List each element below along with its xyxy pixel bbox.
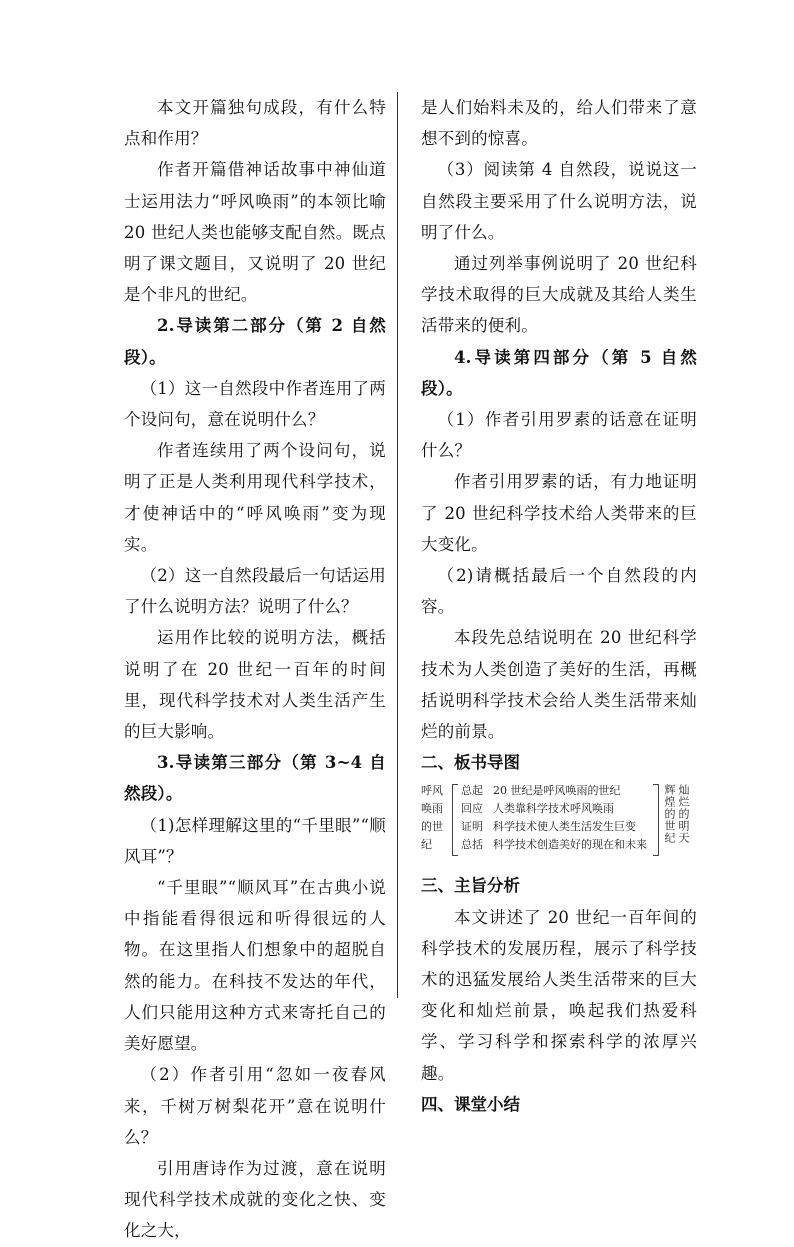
left-column xyxy=(124,92,386,1247)
column-divider xyxy=(397,92,398,998)
board-labels xyxy=(461,782,489,854)
answer-paragraph: 作者开篇借神话故事中神仙道士运用法力“呼风唤雨”的本领比喻 20 世纪人类也能够支配自然。既点明了课文题目，又说明了 20 世纪是个非凡的世纪。 xyxy=(124,160,386,305)
left-brace xyxy=(452,784,458,856)
board-label: 总括 xyxy=(461,838,483,852)
board-vertical-text: 辉煌的世纪 xyxy=(663,784,676,845)
right-brace xyxy=(653,784,659,856)
board-label: 证明 xyxy=(461,820,483,834)
question-paragraph: （1)怎样理解这里的“千里眼”“顺风耳”？ xyxy=(124,815,386,866)
board-label: 回应 xyxy=(461,802,483,816)
question-paragraph: （2）这一自然段最后一句话运用了什么说明方法？说明了什么？ xyxy=(124,566,386,617)
board-diagram xyxy=(421,782,697,864)
board-content: 科学技术使人类生活发生巨变 xyxy=(493,820,636,834)
board-section-title: 二、板书导图 xyxy=(421,753,520,773)
question-paragraph: （2）作者引用“忽如一夜春风来，千树万树梨花开”意在说明什么？ xyxy=(124,1065,386,1147)
board-title-line: 纪 xyxy=(421,838,432,852)
board-title-line: 唤雨 xyxy=(421,802,443,816)
board-vertical-text: 灿烂的明天 xyxy=(677,784,690,845)
answer-paragraph: 作者连续用了两个设问句，说明了正是人类利用现代科学技术，才使神话中的“呼风唤雨”变为现实。 xyxy=(124,441,386,554)
question-paragraph: （2)请概括最后一个自然段的内容。 xyxy=(421,566,697,617)
board-title-line: 的世 xyxy=(421,820,443,834)
board-content: 人类靠科学技术呼风唤雨 xyxy=(493,802,614,816)
section-heading: 4.导读第四部分（第 5 自然段）。 xyxy=(421,347,697,398)
answer-paragraph: 通过列举事例说明了 20 世纪科学技术取得的巨大成就及其给人类生活带来的便利。 xyxy=(421,254,697,336)
section-heading: 3.导读第三部分（第 3~4 自然段）。 xyxy=(124,753,386,804)
board-title-line: 呼风 xyxy=(421,784,443,798)
answer-paragraph: 是人们始料未及的，给人们带来了意想不到的惊喜。 xyxy=(421,98,697,149)
answer-paragraph: 本段先总结说明在 20 世纪科学技术为人类创造了美好的生活，再概括说明科学技术会给人类生活带来灿烂的前景。 xyxy=(421,628,697,742)
section-heading: 2.导读第二部分（第 2 自然段）。 xyxy=(124,316,386,367)
board-title xyxy=(421,782,451,854)
theme-section-title: 三、主旨分析 xyxy=(421,876,520,896)
board-content: 科学技术创造美好的现在和未来 xyxy=(493,838,647,852)
answer-paragraph: 运用作比较的说明方法，概括说明了在 20 世纪一百年的时间里，现代科学技术对人类生活产生的巨大影响。 xyxy=(124,628,386,742)
summary-section-title: 四、课堂小结 xyxy=(421,1094,520,1114)
board-label: 总起 xyxy=(461,784,483,798)
board-contents xyxy=(493,782,663,854)
question-paragraph: 本文开篇独句成段，有什么特点和作用？ xyxy=(124,98,386,149)
answer-paragraph: 作者引用罗素的话，有力地证明了 20 世纪科学技术给人类带来的巨大变化。 xyxy=(421,472,697,554)
question-paragraph: （1）这一自然段中作者连用了两个设问句，意在说明什么？ xyxy=(124,378,386,430)
right-column xyxy=(421,92,697,1120)
question-paragraph: （3）阅读第 4 自然段，说说这一自然段主要采用了什么说明方法，说明了什么。 xyxy=(421,160,697,242)
answer-paragraph: 引用唐诗作为过渡，意在说明现代科学技术成就的变化之快、变化之大， xyxy=(124,1158,386,1241)
theme-paragraph: 本文讲述了 20 世纪一百年间的科学技术的发展历程，展示了科学技术的迅猛发展给人类生活带来的巨大变化和灿烂前景，唤起我们热爱科学、学习科学和探索科学的浓厚兴趣。 xyxy=(421,907,697,1083)
question-paragraph: （1）作者引用罗素的话意在证明什么？ xyxy=(421,410,697,461)
answer-paragraph: “千里眼”“顺风耳”在古典小说中指能看得很远和听得很远的人物。在这里指人们想象中的超脱自然的能力。在科技不发达的年代，人们只能用这种方式来寄托自己的美好愿望。 xyxy=(124,878,386,1054)
board-content: 20 世纪是呼风唤雨的世纪 xyxy=(493,784,621,798)
